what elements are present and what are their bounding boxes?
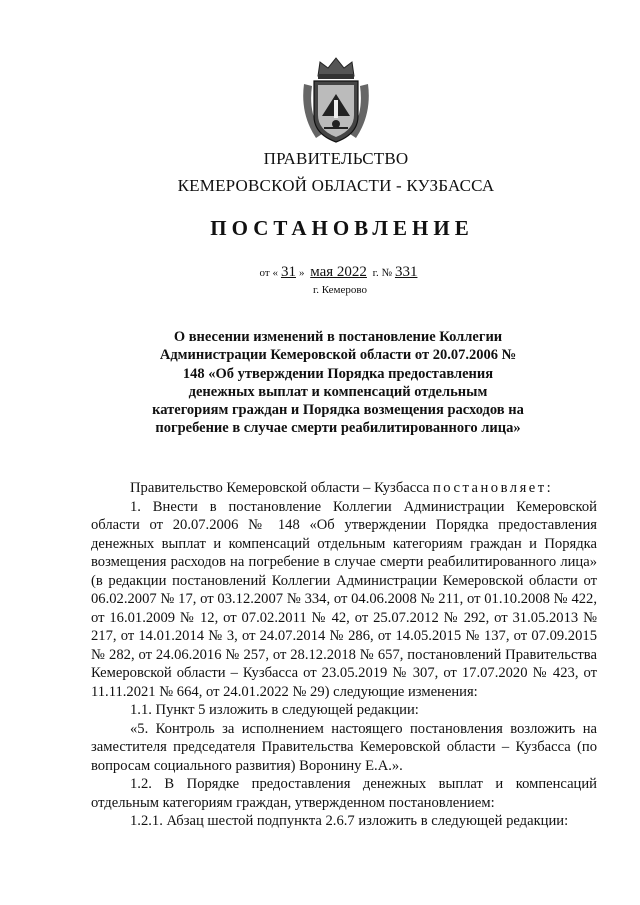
decree-subject-title: О внесении изменений в постановление Коллегии Администрации Кемеровской области от 20.07.2006 № 148 «Об утверждении Порядка предоставления денежных выплат и компенсаций отдельным категориям граждан и Порядка возмещения расходов на погребение в случае смерти реабилитированного лица» — [152, 329, 524, 437]
document-type-title: ПОСТАНОВЛЕНИЕ — [210, 216, 474, 240]
body-paragraph-1-2-1: 1.2.1. Абзац шестой подпункта 2.6.7 изложить в следующей редакции: — [130, 813, 569, 829]
date-day: 31 — [280, 264, 296, 280]
body-intro-text: Правительство Кемеровской области – Кузбасса — [130, 480, 430, 496]
decree-body — [91, 479, 597, 831]
decree-dateline — [0, 264, 640, 281]
kuzbass-coat-of-arms-icon — [298, 54, 374, 148]
body-intro-spaced: постановляет: — [433, 480, 554, 496]
body-paragraph-1: 1. Внести в постановление Коллегии Администрации Кемеровской области от 20.07.2006 № 148 «Об утверждении Порядка предоставления денежных выплат и компенсаций отдельным категориям граждан и Порядка возмещения расходов на погребение в случае смерти реабилитированного лица» (в редакции постановлений Коллегии Администрации Кемеровской области от 06.02.2007 № 17, от 03.12.2007 № 334, от 04.06.2008 № 211, от 01.10.2008 № 422, от 16.01.2009 № 12, от 07.02.2011 № 42, от 25.07.2012 № 292, от 31.05.2013 № 217, от 14.01.2014 № 3, от 24.07.2014 № 286, от 14.05.2015 № 137, от 07.09.2015 № 282, от 24.06.2016 № 257, от 28.12.2018 № 657, постановлений Правительства Кемеровской области – Кузбасса от 23.05.2019 № 307, от 17.07.2020 № 423, от 11.11.2021 № 664, от 24.01.2022 № 29) следующие изменения: — [91, 498, 597, 700]
body-intro — [91, 479, 597, 498]
government-name-line-2: КЕМЕРОВСКОЙ ОБЛАСТИ - КУЗБАССА — [177, 176, 495, 195]
number-sign: № — [381, 267, 392, 279]
decree-city: г. Кемерово — [312, 284, 368, 296]
body-paragraph-1-2: 1.2. В Порядке предоставления денежных выплат и компенсаций отдельным категориям граждан, утвержденном постановлением: — [91, 776, 597, 811]
date-mid: » — [298, 267, 305, 279]
body-paragraph-quote-5: «5. Контроль за исполнением настоящего постановления возложить на заместителя председателя Правительства Кемеровской области – Кузбасса (по вопросам социального развития) Воронину Е.А.». — [91, 720, 597, 774]
date-prefix: от « — [259, 267, 278, 279]
date-year-suffix: г. — [372, 267, 379, 279]
body-paragraph-1-1: 1.1. Пункт 5 изложить в следующей редакции: — [130, 702, 419, 718]
decree-number: 331 — [394, 264, 418, 280]
date-month-year: мая 2022 — [310, 264, 367, 280]
government-name-line-1: ПРАВИТЕЛЬСТВО — [263, 149, 409, 168]
